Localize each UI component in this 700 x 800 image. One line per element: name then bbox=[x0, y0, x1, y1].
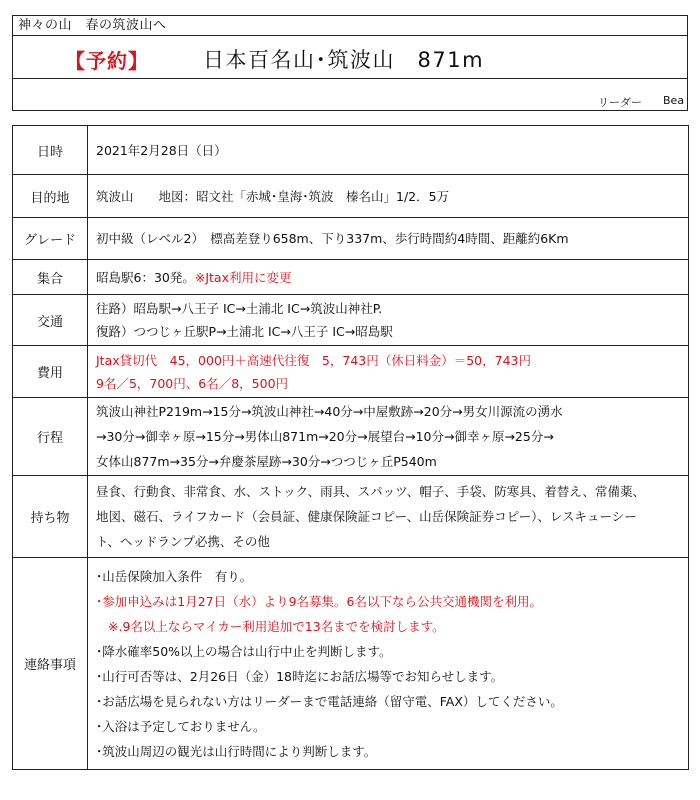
itinerary-line-3: 女体山877m→35分→弁慶茶屋跡→30分→つつじヶ丘P540m bbox=[96, 454, 437, 469]
notes-label: 連絡事項 bbox=[13, 558, 88, 770]
cost-line-1: Jtax貸切代 45，000円＋高速代往復 5，743円（休日料金）＝50，743円 bbox=[96, 352, 531, 368]
date-text: 2021年2月28日（日） bbox=[96, 142, 227, 158]
meeting-value bbox=[88, 260, 689, 295]
reservation-badge: 【予約】 bbox=[65, 49, 149, 73]
header-box bbox=[12, 15, 688, 111]
note-insurance: ･山岳保険加入条件 有り。 bbox=[96, 568, 253, 584]
transport-value bbox=[88, 295, 689, 346]
meeting-note: ※Jtax利用に変更 bbox=[194, 269, 292, 285]
note-application: ･参加申込みは1月27日（水）より9名募集。6名以下なら公共交通機関を利用。 bbox=[96, 593, 543, 609]
subtitle: 神々の山 春の筑波山へ bbox=[13, 16, 687, 36]
cost-label: 費用 bbox=[13, 346, 88, 398]
row-cost bbox=[13, 346, 689, 398]
leader-label: リーダー bbox=[598, 96, 642, 109]
row-meeting bbox=[13, 260, 689, 295]
belongings-line-2: 地図、磁石、ライフカード（会員証、健康保険証コピー、山岳保険証券コピー）、レスキューシー bbox=[96, 509, 637, 524]
note-contact: ･お話広場を見られない方はリーダーまで電話連絡（留守電、FAX）してください。 bbox=[96, 693, 563, 709]
row-grade bbox=[13, 218, 689, 260]
row-itinerary bbox=[13, 398, 689, 476]
belongings-line-3: ト、ヘッドランプ必携、その他 bbox=[96, 534, 270, 549]
note-rain: ･降水確率50%以上の場合は山行中止を判断します。 bbox=[96, 643, 392, 659]
belongings-label: 持ち物 bbox=[13, 476, 88, 558]
date-label: 日時 bbox=[13, 126, 88, 175]
leader-name: Bea bbox=[663, 94, 685, 107]
itinerary-value bbox=[88, 398, 689, 476]
row-date bbox=[13, 126, 689, 175]
notes-value bbox=[88, 558, 689, 770]
cost-value bbox=[88, 346, 689, 398]
destination-label: 目的地 bbox=[13, 175, 88, 218]
cost-line-2: 9名／5，700円、6名／8，500円 bbox=[96, 375, 289, 391]
note-car-option: ※.9名以上ならマイカー利用追加で13名までを検討します。 bbox=[108, 618, 445, 634]
grade-label: グレード bbox=[13, 218, 88, 260]
belongings-line-1: 昼食、行動食、非常食、水、ストック、雨具、スパッツ、帽子、手袋、防寒具、着替え、常備薬、 bbox=[96, 484, 646, 499]
grade-value bbox=[88, 218, 689, 260]
transport-outbound: 往路）昭島駅→八王子 IC→土浦北 IC→筑波山神社P. bbox=[96, 301, 383, 316]
itinerary-label: 行程 bbox=[13, 398, 88, 476]
row-destination bbox=[13, 175, 689, 218]
transport-return: 復路）つつじヶ丘駅P→土浦北 IC→八王子 IC→昭島駅 bbox=[96, 324, 393, 339]
destination-value bbox=[88, 175, 689, 218]
row-notes bbox=[13, 558, 689, 770]
note-sightseeing: ･筑波山周辺の観光は山行時間により判断します。 bbox=[96, 743, 377, 759]
itinerary-line-2: →30分→御幸ヶ原→15分→男体山871m→20分→展望台→10分→御幸ヶ原→25分→ bbox=[96, 429, 554, 444]
itinerary-line-1: 筑波山神社P219m→15分→筑波山神社→40分→中屋敷跡→20分→男女川源流の湧水 bbox=[96, 404, 563, 419]
transport-label: 交通 bbox=[13, 295, 88, 346]
grade-text: 初中級（レベル2） 標高差登り658m、下り337m、歩行時間約4時間、距離約6Km bbox=[96, 231, 569, 246]
meeting-text: 昭島駅6：30発。 bbox=[96, 269, 195, 285]
destination-text: 筑波山 地図：昭文社「赤城･皇海･筑波 榛名山」1/2．5万 bbox=[96, 188, 450, 204]
page-title: 日本百名山･筑波山 871m bbox=[203, 48, 485, 72]
note-bath: ･入浴は予定しておりません。 bbox=[96, 718, 266, 734]
row-transport bbox=[13, 295, 689, 346]
row-belongings bbox=[13, 476, 689, 558]
meeting-label: 集合 bbox=[13, 260, 88, 295]
title-row bbox=[13, 36, 687, 79]
leader-row bbox=[13, 79, 687, 110]
note-announcement: ･山行可否等は、2月26日（金）18時迄にお話広場等でお知らせします。 bbox=[96, 668, 504, 684]
belongings-value bbox=[88, 476, 689, 558]
details-table bbox=[12, 125, 689, 770]
date-value bbox=[88, 126, 689, 175]
